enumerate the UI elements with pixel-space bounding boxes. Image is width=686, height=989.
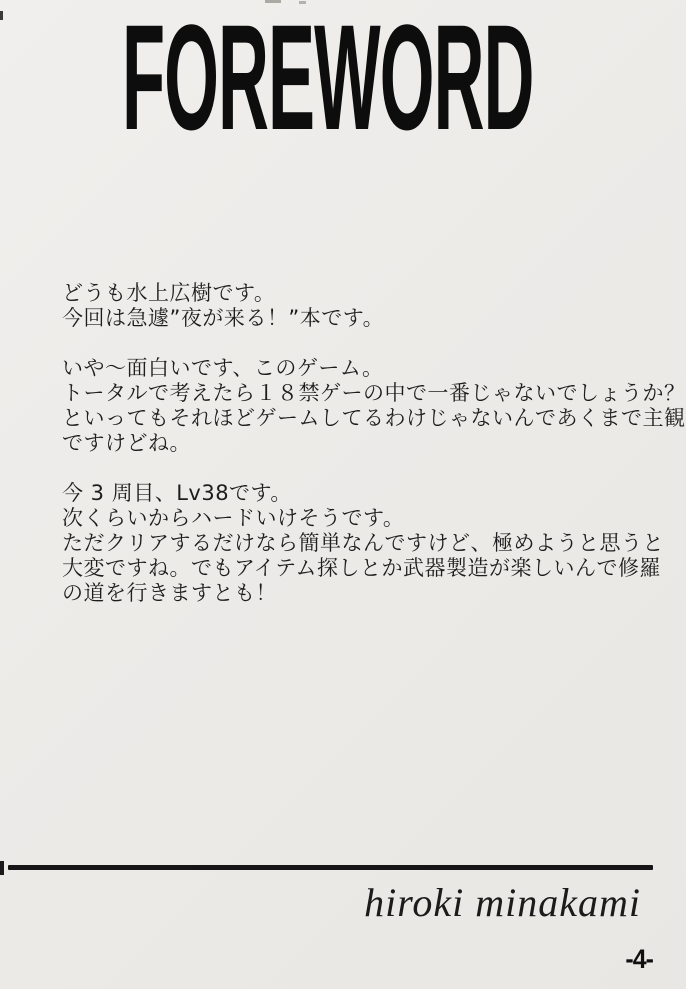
text-line: どうも水上広樹です。 xyxy=(62,281,276,305)
foreword-text xyxy=(62,281,686,631)
footer-divider-rule xyxy=(8,865,653,870)
text-line: いや～面白いです、このゲーム。 xyxy=(62,356,384,380)
text-line: 次くらいからハードいけそうです。 xyxy=(62,506,405,530)
text-line: の道を行きますとも！ xyxy=(62,581,277,605)
scan-artifact-edge-tick xyxy=(0,861,4,875)
paragraph xyxy=(62,281,662,331)
text-line: 大変ですね。でもアイテム探しとか武器製造が楽しいんで修羅 xyxy=(62,556,662,580)
page-number: -4- xyxy=(625,944,653,974)
paragraph xyxy=(62,481,662,606)
page-title: FOREWORD xyxy=(122,0,534,161)
text-line: といってもそれほどゲームしてるわけじゃないんであくまで主観 xyxy=(62,406,686,430)
text-line: トータルで考えたら１８禁ゲーの中で一番じゃないでしょうか？ xyxy=(62,381,686,405)
author-signature: hiroki minakami xyxy=(364,880,641,925)
text-line: 今回は急遽”夜が来る！”本です。 xyxy=(62,306,385,330)
text-line: ただクリアするだけなら簡単なんですけど、極めようと思うと xyxy=(62,531,664,555)
text-line: 今 3 周目、Lv38です。 xyxy=(62,481,292,505)
scan-artifact-edge-mark xyxy=(0,11,3,20)
paragraph xyxy=(62,356,686,456)
text-line: ですけどね。 xyxy=(62,431,191,455)
